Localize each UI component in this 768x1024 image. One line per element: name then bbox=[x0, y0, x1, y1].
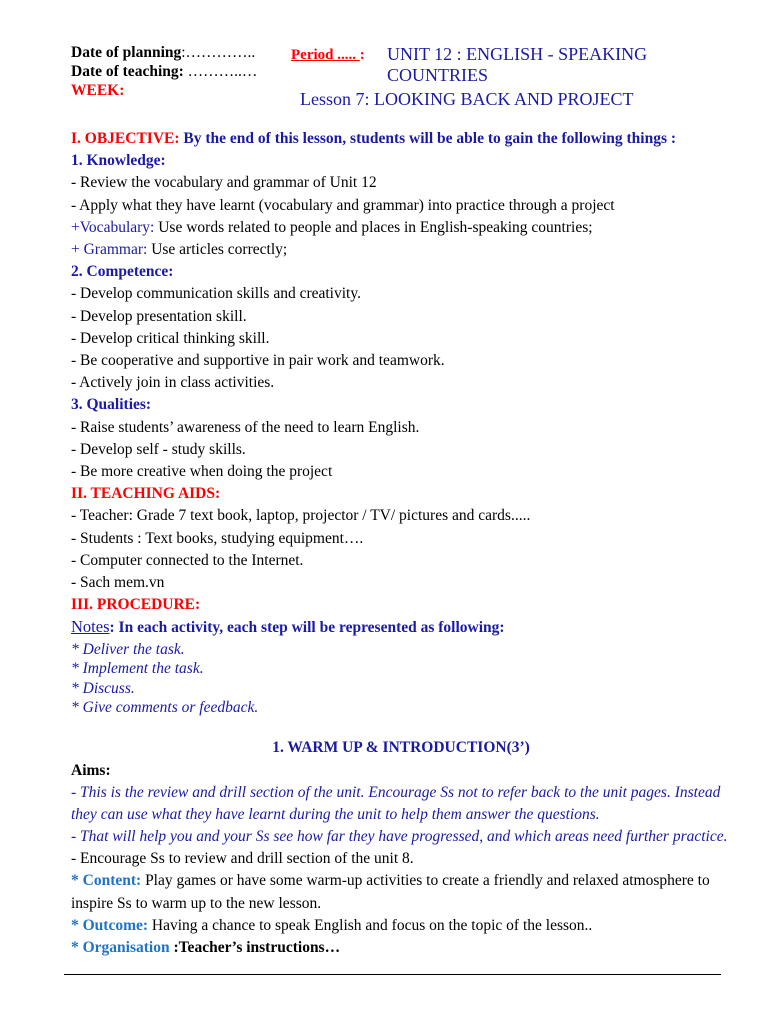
vocabulary-line bbox=[71, 217, 731, 239]
content-label: * Content: bbox=[71, 872, 142, 890]
date-of-planning-value: :………….. bbox=[181, 44, 256, 61]
period-label bbox=[291, 47, 365, 64]
qualities-item: - Raise students’ awareness of the need to learn English. bbox=[71, 418, 420, 436]
procedure-step: * Implement the task. bbox=[71, 660, 204, 678]
period-text: Period ..... bbox=[291, 47, 360, 63]
content-text: Play games or have some warm-up activities to create a friendly and relaxed atmosphere to inspire Ss to warm up to the new lesson. bbox=[71, 872, 710, 912]
document bbox=[71, 0, 731, 957]
bottom-divider bbox=[64, 974, 721, 975]
aims-label: Aims: bbox=[71, 761, 111, 779]
date-of-planning-label: Date of planning bbox=[71, 44, 182, 61]
teaching-aids-heading: II. TEACHING AIDS: bbox=[71, 485, 221, 503]
objective-intro: By the end of this lesson, students will be able to gain the following things : bbox=[179, 130, 677, 147]
grammar-label: + Grammar: bbox=[71, 241, 148, 259]
period-colon: : bbox=[359, 47, 365, 63]
vocabulary-text: Use words related to people and places in English-speaking countries; bbox=[154, 218, 593, 236]
qualities-item: - Be more creative when doing the project bbox=[71, 463, 333, 481]
date-of-planning bbox=[71, 43, 257, 62]
outcome-label: * Outcome: bbox=[71, 916, 149, 934]
organisation-text: :Teacher’s instructions… bbox=[169, 939, 341, 957]
competence-item: - Actively join in class activities. bbox=[71, 374, 275, 392]
aims-paragraph: - This is the review and drill section of the unit. Encourage Ss not to refer back to the unit pages. Instead they can use what they have learnt during the unit to help them answer the questions. bbox=[71, 783, 721, 823]
knowledge-heading: 1. Knowledge: bbox=[71, 152, 166, 170]
competence-item: - Be cooperative and supportive in pair work and teamwork. bbox=[71, 352, 445, 370]
date-of-teaching-label: Date of teaching: bbox=[71, 63, 184, 80]
competence-item: - Develop presentation skill. bbox=[71, 307, 247, 325]
date-of-teaching-value: ………..… bbox=[183, 63, 258, 80]
teaching-aids-item: - Teacher: Grade 7 text book, laptop, projector / TV/ pictures and cards..... bbox=[71, 507, 531, 525]
document-header bbox=[71, 0, 731, 118]
vocabulary-label: +Vocabulary: bbox=[71, 218, 155, 236]
content-paragraph bbox=[71, 870, 731, 914]
qualities-item: - Develop self - study skills. bbox=[71, 440, 246, 458]
date-of-teaching bbox=[71, 62, 257, 81]
competence-item: - Develop critical thinking skill. bbox=[71, 329, 270, 347]
week-label: WEEK: bbox=[71, 82, 125, 99]
aims-paragraph: - That will help you and your Ss see how far they have progressed, and which areas need further practice. bbox=[71, 828, 728, 846]
procedure-step: * Discuss. bbox=[71, 679, 135, 697]
notes-label: Notes bbox=[71, 617, 110, 637]
knowledge-item: - Apply what they have learnt (vocabulary and grammar) into practice through a project bbox=[71, 196, 615, 214]
procedure-heading: III. PROCEDURE: bbox=[71, 596, 201, 614]
qualities-heading: 3. Qualities: bbox=[71, 396, 152, 414]
knowledge-item: - Review the vocabulary and grammar of Unit 12 bbox=[71, 174, 377, 192]
grammar-text: Use articles correctly; bbox=[147, 241, 288, 259]
objective-heading: I. OBJECTIVE: bbox=[71, 130, 180, 147]
encourage-line: - Encourage Ss to review and drill section of the unit 8. bbox=[71, 850, 414, 868]
organisation-label: * Organisation bbox=[71, 939, 170, 957]
organisation-line bbox=[71, 937, 731, 959]
procedure-step: * Give comments or feedback. bbox=[71, 699, 259, 717]
lesson-title: Lesson 7: LOOKING BACK AND PROJECT bbox=[300, 89, 634, 109]
teaching-aids-item: - Sach mem.vn bbox=[71, 574, 165, 592]
notes-line bbox=[71, 616, 731, 639]
outcome-line bbox=[71, 915, 731, 937]
warmup-title: 1. WARM UP & INTRODUCTION(3’) bbox=[272, 738, 530, 756]
unit-title: UNIT 12 : ENGLISH - SPEAKING COUNTRIES bbox=[387, 44, 648, 85]
date-block bbox=[71, 43, 257, 100]
procedure-step: * Deliver the task. bbox=[71, 640, 185, 658]
grammar-line bbox=[71, 239, 731, 261]
outcome-text: Having a chance to speak English and focus on the topic of the lesson.. bbox=[148, 916, 593, 934]
competence-heading: 2. Competence: bbox=[71, 263, 174, 281]
teaching-aids-item: - Students : Text books, studying equipment…. bbox=[71, 529, 364, 547]
competence-item: - Develop communication skills and creativity. bbox=[71, 285, 361, 303]
teaching-aids-item: - Computer connected to the Internet. bbox=[71, 551, 304, 569]
notes-text: : In each activity, each step will be represented as following: bbox=[109, 619, 505, 637]
objective-heading-line bbox=[71, 128, 731, 150]
lesson-body bbox=[71, 128, 731, 959]
